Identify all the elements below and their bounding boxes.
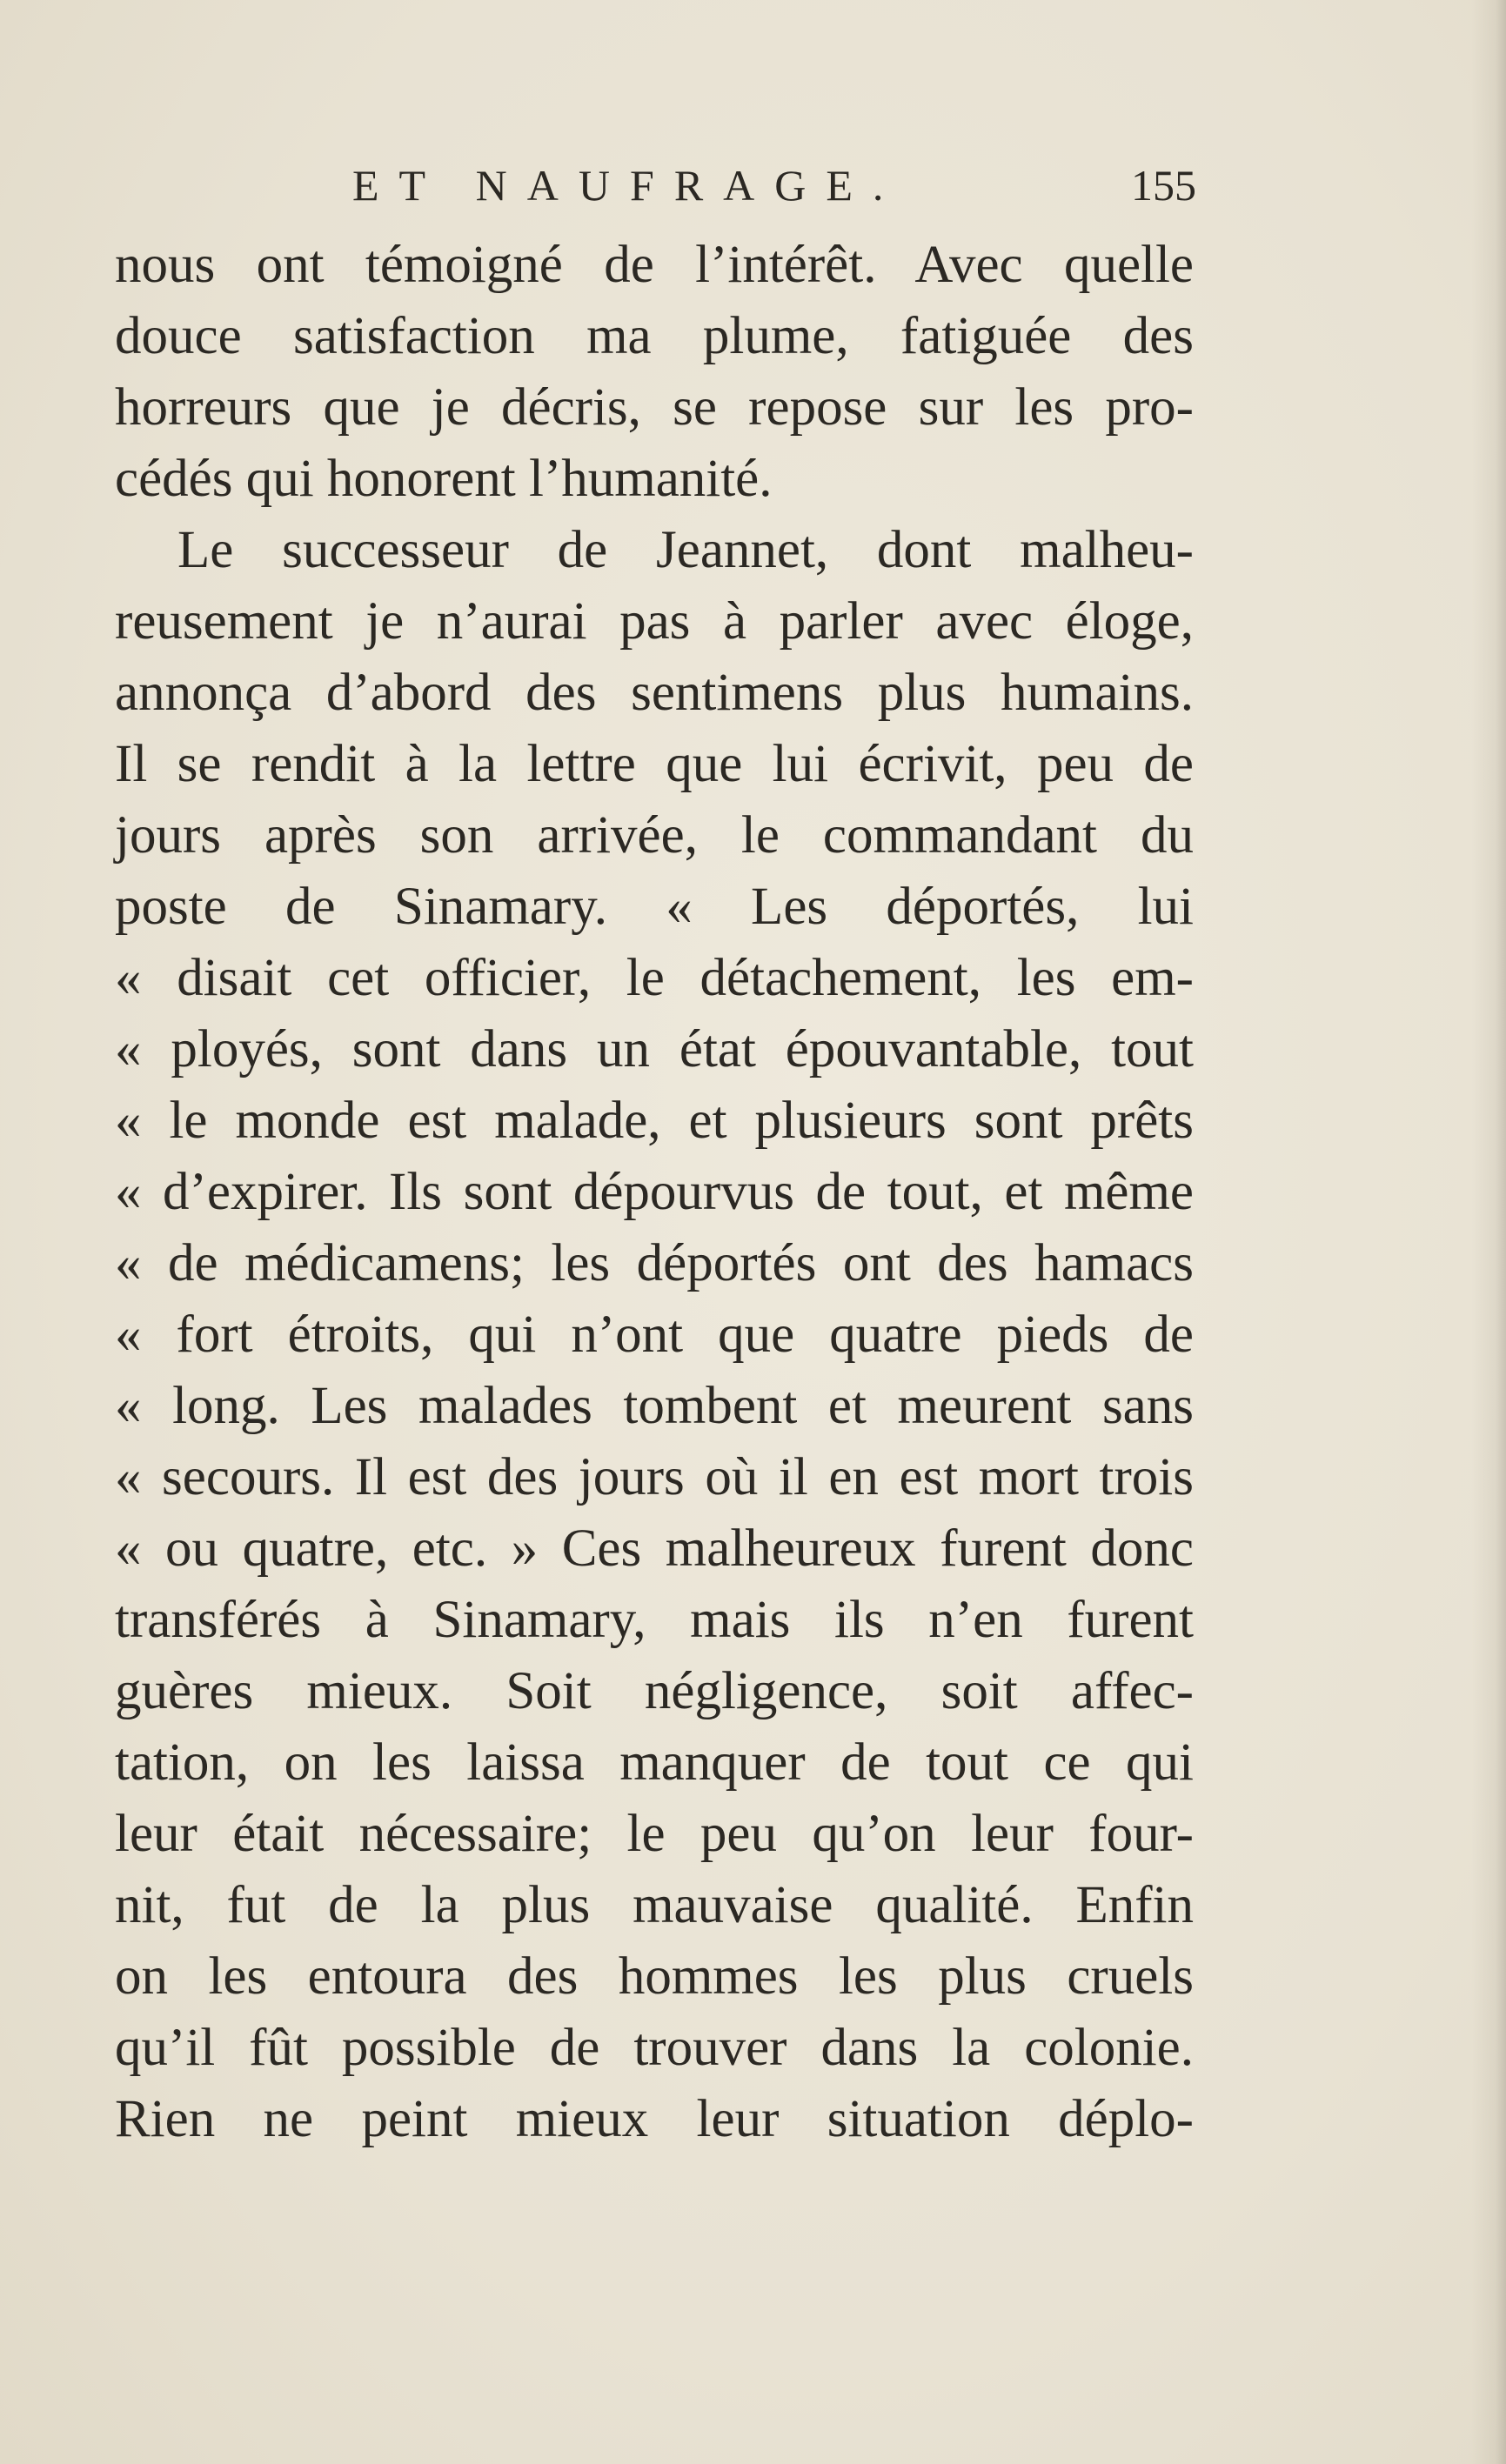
text-line: on les entoura des hommes les plus cruels [115, 1947, 1194, 2006]
text-line: cédés qui honorent l’humanité. [115, 450, 773, 508]
text-line: « le monde est malade, et plusieurs sont prêts [115, 1092, 1194, 1150]
text-line: horreurs que je décris, se repose sur les pro- [115, 378, 1194, 437]
text-line: nous ont témoigné de l’intérêt. Avec quelle [115, 236, 1194, 294]
text-line: Il se rendit à la lettre que lui écrivit, peu de [115, 735, 1194, 793]
text-line: douce satisfaction ma plume, fatiguée des [115, 307, 1194, 365]
running-title: ET NAUFRAGE. [352, 161, 904, 210]
body-text [115, 230, 1194, 2155]
text-line: « fort étroits, qui n’ont que quatre pieds de [115, 1305, 1194, 1364]
text-line: « ployés, sont dans un état épouvantable, tout [115, 1020, 1194, 1078]
text-line: Le successeur de Jeannet, dont malheu- [177, 521, 1194, 579]
text-line: « d’expirer. Ils sont dépourvus de tout, et même [115, 1163, 1194, 1221]
text-line: jours après son arrivée, le commandant du [115, 806, 1194, 865]
text-line: « long. Les malades tombent et meurent sans [115, 1377, 1194, 1435]
text-line: poste de Sinamary. « Les déportés, lui [115, 878, 1194, 936]
text-line: nit, fut de la plus mauvaise qualité. Enfin [115, 1876, 1194, 1934]
text-line: leur était nécessaire; le peu qu’on leur four- [115, 1805, 1194, 1863]
text-line: tation, on les laissa manquer de tout ce qui [115, 1733, 1194, 1792]
text-line: annonça d’abord des sentimens plus humains. [115, 664, 1194, 722]
text-line: Rien ne peint mieux leur situation déplo- [115, 2090, 1194, 2148]
text-line: « de médicamens; les déportés ont des hamacs [115, 1234, 1194, 1292]
text-line: « disait cet officier, le détachement, les em- [115, 949, 1194, 1007]
text-line: transférés à Sinamary, mais ils n’en furent [115, 1591, 1194, 1649]
text-line: reusement je n’aurai pas à parler avec éloge, [115, 592, 1194, 651]
page-edge-shadow [1471, 0, 1506, 2464]
text-line: qu’il fût possible de trouver dans la colonie. [115, 2019, 1194, 2077]
page-header [352, 155, 1196, 216]
text-line: « secours. Il est des jours où il en est mort trois [115, 1448, 1194, 1506]
text-line: guères mieux. Soit négligence, soit affec- [115, 1662, 1194, 1720]
text-line: « ou quatre, etc. » Ces malheureux furent donc [115, 1519, 1194, 1578]
page-number: 155 [1131, 161, 1196, 210]
